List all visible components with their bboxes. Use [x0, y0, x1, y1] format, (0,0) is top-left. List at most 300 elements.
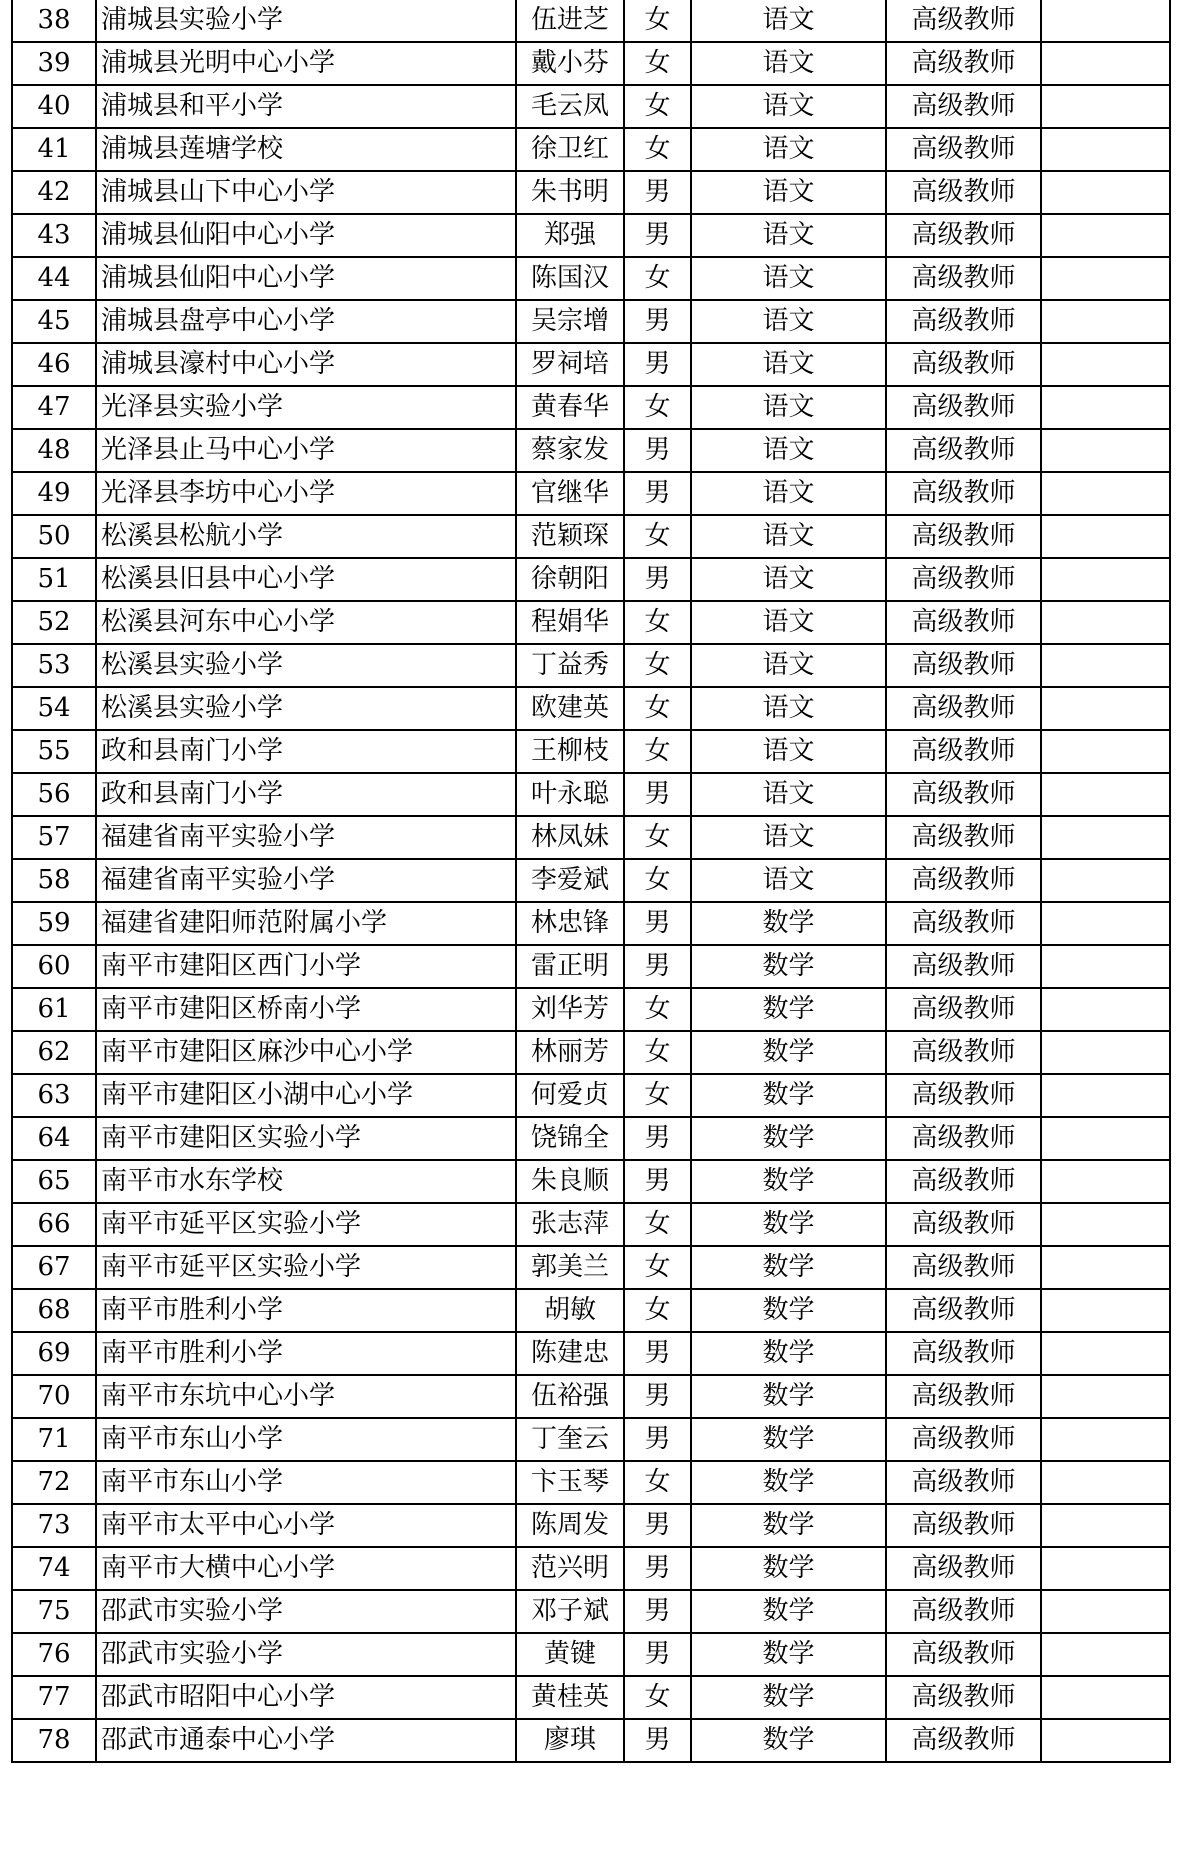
gender-cell: 男 — [624, 1633, 691, 1676]
table-row — [12, 988, 1170, 1031]
school-name-cell: 南平市胜利小学 — [96, 1332, 516, 1375]
row-number-cell: 50 — [12, 515, 96, 558]
table-row — [12, 601, 1170, 644]
row-number-cell: 62 — [12, 1031, 96, 1074]
gender-cell: 男 — [624, 1418, 691, 1461]
row-number-cell: 45 — [12, 300, 96, 343]
row-number-cell: 76 — [12, 1633, 96, 1676]
table-row — [12, 859, 1170, 902]
gender-cell: 女 — [624, 644, 691, 687]
teacher-name-cell: 卞玉琴 — [516, 1461, 624, 1504]
title-cell: 高级教师 — [886, 300, 1041, 343]
school-name-cell: 南平市建阳区实验小学 — [96, 1117, 516, 1160]
gender-cell: 男 — [624, 472, 691, 515]
row-number-cell: 56 — [12, 773, 96, 816]
teacher-name-cell: 欧建英 — [516, 687, 624, 730]
subject-cell: 语文 — [691, 85, 886, 128]
table-row — [12, 85, 1170, 128]
row-number-cell: 70 — [12, 1375, 96, 1418]
note-cell — [1041, 343, 1170, 386]
title-cell: 高级教师 — [886, 515, 1041, 558]
subject-cell: 语文 — [691, 859, 886, 902]
teacher-name-cell: 黄键 — [516, 1633, 624, 1676]
subject-cell: 数学 — [691, 1117, 886, 1160]
subject-cell: 语文 — [691, 214, 886, 257]
title-cell: 高级教师 — [886, 558, 1041, 601]
school-name-cell: 福建省南平实验小学 — [96, 859, 516, 902]
gender-cell: 女 — [624, 1461, 691, 1504]
title-cell: 高级教师 — [886, 1676, 1041, 1719]
table-row — [12, 1375, 1170, 1418]
subject-cell: 数学 — [691, 1719, 886, 1762]
table-row — [12, 0, 1170, 42]
row-number-cell: 55 — [12, 730, 96, 773]
note-cell — [1041, 1633, 1170, 1676]
note-cell — [1041, 1117, 1170, 1160]
gender-cell: 女 — [624, 1676, 691, 1719]
teacher-name-cell: 丁奎云 — [516, 1418, 624, 1461]
note-cell — [1041, 816, 1170, 859]
teacher-name-cell: 王柳枝 — [516, 730, 624, 773]
gender-cell: 男 — [624, 1504, 691, 1547]
row-number-cell: 66 — [12, 1203, 96, 1246]
school-name-cell: 邵武市实验小学 — [96, 1590, 516, 1633]
row-number-cell: 53 — [12, 644, 96, 687]
note-cell — [1041, 859, 1170, 902]
title-cell: 高级教师 — [886, 1461, 1041, 1504]
row-number-cell: 52 — [12, 601, 96, 644]
title-cell: 高级教师 — [886, 1289, 1041, 1332]
row-number-cell: 48 — [12, 429, 96, 472]
table-row — [12, 1332, 1170, 1375]
gender-cell: 男 — [624, 773, 691, 816]
subject-cell: 语文 — [691, 128, 886, 171]
table-row — [12, 1074, 1170, 1117]
subject-cell: 语文 — [691, 257, 886, 300]
gender-cell: 女 — [624, 257, 691, 300]
teacher-name-cell: 廖琪 — [516, 1719, 624, 1762]
school-name-cell: 政和县南门小学 — [96, 773, 516, 816]
subject-cell: 语文 — [691, 816, 886, 859]
teacher-name-cell: 朱书明 — [516, 171, 624, 214]
teacher-name-cell: 郑强 — [516, 214, 624, 257]
subject-cell: 语文 — [691, 386, 886, 429]
title-cell: 高级教师 — [886, 1246, 1041, 1289]
subject-cell: 数学 — [691, 1031, 886, 1074]
note-cell — [1041, 1289, 1170, 1332]
note-cell — [1041, 1246, 1170, 1289]
teacher-name-cell: 刘华芳 — [516, 988, 624, 1031]
title-cell: 高级教师 — [886, 1117, 1041, 1160]
table-row — [12, 816, 1170, 859]
row-number-cell: 41 — [12, 128, 96, 171]
title-cell: 高级教师 — [886, 1719, 1041, 1762]
school-name-cell: 松溪县松航小学 — [96, 515, 516, 558]
gender-cell: 男 — [624, 558, 691, 601]
note-cell — [1041, 1418, 1170, 1461]
title-cell: 高级教师 — [886, 945, 1041, 988]
subject-cell: 数学 — [691, 1246, 886, 1289]
note-cell — [1041, 42, 1170, 85]
gender-cell: 男 — [624, 429, 691, 472]
title-cell: 高级教师 — [886, 644, 1041, 687]
note-cell — [1041, 730, 1170, 773]
subject-cell: 语文 — [691, 343, 886, 386]
school-name-cell: 浦城县仙阳中心小学 — [96, 257, 516, 300]
row-number-cell: 74 — [12, 1547, 96, 1590]
row-number-cell: 77 — [12, 1676, 96, 1719]
table-row — [12, 1246, 1170, 1289]
note-cell — [1041, 0, 1170, 42]
table-row — [12, 300, 1170, 343]
table-row — [12, 128, 1170, 171]
subject-cell: 语文 — [691, 42, 886, 85]
subject-cell: 语文 — [691, 300, 886, 343]
gender-cell: 男 — [624, 1547, 691, 1590]
row-number-cell: 47 — [12, 386, 96, 429]
table-row — [12, 1590, 1170, 1633]
table-row — [12, 902, 1170, 945]
row-number-cell: 54 — [12, 687, 96, 730]
school-name-cell: 邵武市昭阳中心小学 — [96, 1676, 516, 1719]
school-name-cell: 邵武市实验小学 — [96, 1633, 516, 1676]
school-name-cell: 浦城县仙阳中心小学 — [96, 214, 516, 257]
teacher-name-cell: 雷正明 — [516, 945, 624, 988]
row-number-cell: 59 — [12, 902, 96, 945]
school-name-cell: 南平市东山小学 — [96, 1418, 516, 1461]
gender-cell: 男 — [624, 945, 691, 988]
table-row — [12, 1160, 1170, 1203]
table-row — [12, 773, 1170, 816]
title-cell: 高级教师 — [886, 601, 1041, 644]
row-number-cell: 43 — [12, 214, 96, 257]
gender-cell: 男 — [624, 214, 691, 257]
gender-cell: 男 — [624, 343, 691, 386]
note-cell — [1041, 1074, 1170, 1117]
title-cell: 高级教师 — [886, 816, 1041, 859]
title-cell: 高级教师 — [886, 902, 1041, 945]
school-name-cell: 南平市延平区实验小学 — [96, 1246, 516, 1289]
school-name-cell: 光泽县李坊中心小学 — [96, 472, 516, 515]
note-cell — [1041, 214, 1170, 257]
teacher-name-cell: 叶永聪 — [516, 773, 624, 816]
table-row — [12, 1289, 1170, 1332]
title-cell: 高级教师 — [886, 171, 1041, 214]
row-number-cell: 46 — [12, 343, 96, 386]
teacher-name-cell: 陈建忠 — [516, 1332, 624, 1375]
gender-cell: 男 — [624, 1719, 691, 1762]
school-name-cell: 浦城县濠村中心小学 — [96, 343, 516, 386]
row-number-cell: 72 — [12, 1461, 96, 1504]
school-name-cell: 南平市建阳区桥南小学 — [96, 988, 516, 1031]
gender-cell: 女 — [624, 1203, 691, 1246]
subject-cell: 语文 — [691, 515, 886, 558]
school-name-cell: 光泽县止马中心小学 — [96, 429, 516, 472]
school-name-cell: 南平市东山小学 — [96, 1461, 516, 1504]
subject-cell: 语文 — [691, 644, 886, 687]
teacher-name-cell: 邓子斌 — [516, 1590, 624, 1633]
school-name-cell: 福建省建阳师范附属小学 — [96, 902, 516, 945]
gender-cell: 男 — [624, 1332, 691, 1375]
row-number-cell: 63 — [12, 1074, 96, 1117]
school-name-cell: 浦城县莲塘学校 — [96, 128, 516, 171]
school-name-cell: 浦城县山下中心小学 — [96, 171, 516, 214]
table-row — [12, 386, 1170, 429]
row-number-cell: 69 — [12, 1332, 96, 1375]
note-cell — [1041, 300, 1170, 343]
school-name-cell: 浦城县实验小学 — [96, 0, 516, 42]
note-cell — [1041, 1504, 1170, 1547]
gender-cell: 女 — [624, 85, 691, 128]
table-row — [12, 1031, 1170, 1074]
subject-cell: 语文 — [691, 429, 886, 472]
subject-cell: 数学 — [691, 1160, 886, 1203]
table-row — [12, 1117, 1170, 1160]
teacher-name-cell: 范兴明 — [516, 1547, 624, 1590]
table-row — [12, 1504, 1170, 1547]
teacher-name-cell: 程娟华 — [516, 601, 624, 644]
gender-cell: 女 — [624, 601, 691, 644]
table-row — [12, 343, 1170, 386]
table-row — [12, 558, 1170, 601]
teacher-name-cell: 郭美兰 — [516, 1246, 624, 1289]
table-row — [12, 1633, 1170, 1676]
teacher-name-cell: 陈国汉 — [516, 257, 624, 300]
note-cell — [1041, 1203, 1170, 1246]
title-cell: 高级教师 — [886, 1633, 1041, 1676]
school-name-cell: 南平市大横中心小学 — [96, 1547, 516, 1590]
subject-cell: 语文 — [691, 687, 886, 730]
subject-cell: 语文 — [691, 0, 886, 42]
note-cell — [1041, 515, 1170, 558]
row-number-cell: 38 — [12, 0, 96, 42]
gender-cell: 女 — [624, 859, 691, 902]
gender-cell: 女 — [624, 1289, 691, 1332]
school-name-cell: 南平市水东学校 — [96, 1160, 516, 1203]
subject-cell: 语文 — [691, 472, 886, 515]
school-name-cell: 福建省南平实验小学 — [96, 816, 516, 859]
table-row — [12, 644, 1170, 687]
note-cell — [1041, 472, 1170, 515]
teacher-name-cell: 林忠锋 — [516, 902, 624, 945]
school-name-cell: 南平市建阳区西门小学 — [96, 945, 516, 988]
table-row — [12, 171, 1170, 214]
teacher-name-cell: 饶锦全 — [516, 1117, 624, 1160]
school-name-cell: 松溪县实验小学 — [96, 687, 516, 730]
teacher-name-cell: 蔡家发 — [516, 429, 624, 472]
teacher-name-cell: 林丽芳 — [516, 1031, 624, 1074]
row-number-cell: 40 — [12, 85, 96, 128]
note-cell — [1041, 128, 1170, 171]
subject-cell: 数学 — [691, 1504, 886, 1547]
subject-cell: 数学 — [691, 902, 886, 945]
subject-cell: 数学 — [691, 1461, 886, 1504]
note-cell — [1041, 1676, 1170, 1719]
subject-cell: 数学 — [691, 1547, 886, 1590]
table-row — [12, 1418, 1170, 1461]
subject-cell: 语文 — [691, 601, 886, 644]
title-cell: 高级教师 — [886, 773, 1041, 816]
title-cell: 高级教师 — [886, 859, 1041, 902]
subject-cell: 数学 — [691, 1289, 886, 1332]
row-number-cell: 67 — [12, 1246, 96, 1289]
school-name-cell: 浦城县盘亭中心小学 — [96, 300, 516, 343]
note-cell — [1041, 386, 1170, 429]
note-cell — [1041, 902, 1170, 945]
school-name-cell: 松溪县河东中心小学 — [96, 601, 516, 644]
gender-cell: 女 — [624, 687, 691, 730]
title-cell: 高级教师 — [886, 343, 1041, 386]
gender-cell: 男 — [624, 171, 691, 214]
subject-cell: 数学 — [691, 1676, 886, 1719]
note-cell — [1041, 988, 1170, 1031]
subject-cell: 数学 — [691, 1203, 886, 1246]
school-name-cell: 南平市东坑中心小学 — [96, 1375, 516, 1418]
title-cell: 高级教师 — [886, 988, 1041, 1031]
subject-cell: 数学 — [691, 1590, 886, 1633]
gender-cell: 女 — [624, 386, 691, 429]
teacher-name-cell: 林凤妹 — [516, 816, 624, 859]
school-name-cell: 南平市延平区实验小学 — [96, 1203, 516, 1246]
teacher-name-cell: 范颖琛 — [516, 515, 624, 558]
title-cell: 高级教师 — [886, 1590, 1041, 1633]
row-number-cell: 57 — [12, 816, 96, 859]
subject-cell: 数学 — [691, 1332, 886, 1375]
subject-cell: 数学 — [691, 945, 886, 988]
row-number-cell: 39 — [12, 42, 96, 85]
school-name-cell: 南平市胜利小学 — [96, 1289, 516, 1332]
teacher-name-cell: 伍进芝 — [516, 0, 624, 42]
teacher-name-cell: 朱良顺 — [516, 1160, 624, 1203]
gender-cell: 女 — [624, 730, 691, 773]
teacher-name-cell: 黄春华 — [516, 386, 624, 429]
table-row — [12, 1676, 1170, 1719]
table-row — [12, 515, 1170, 558]
note-cell — [1041, 85, 1170, 128]
gender-cell: 女 — [624, 0, 691, 42]
title-cell: 高级教师 — [886, 1074, 1041, 1117]
row-number-cell: 78 — [12, 1719, 96, 1762]
row-number-cell: 61 — [12, 988, 96, 1031]
title-cell: 高级教师 — [886, 472, 1041, 515]
teacher-name-cell: 吴宗增 — [516, 300, 624, 343]
row-number-cell: 68 — [12, 1289, 96, 1332]
title-cell: 高级教师 — [886, 1031, 1041, 1074]
title-cell: 高级教师 — [886, 1375, 1041, 1418]
school-name-cell: 政和县南门小学 — [96, 730, 516, 773]
row-number-cell: 58 — [12, 859, 96, 902]
teacher-name-cell: 丁益秀 — [516, 644, 624, 687]
table-body — [12, 0, 1170, 1762]
subject-cell: 数学 — [691, 988, 886, 1031]
gender-cell: 女 — [624, 816, 691, 859]
subject-cell: 语文 — [691, 558, 886, 601]
table-row — [12, 214, 1170, 257]
note-cell — [1041, 1547, 1170, 1590]
gender-cell: 男 — [624, 1117, 691, 1160]
subject-cell: 数学 — [691, 1418, 886, 1461]
note-cell — [1041, 1031, 1170, 1074]
teacher-name-cell: 胡敏 — [516, 1289, 624, 1332]
subject-cell: 语文 — [691, 773, 886, 816]
subject-cell: 数学 — [691, 1074, 886, 1117]
teacher-name-cell: 徐卫红 — [516, 128, 624, 171]
gender-cell: 女 — [624, 1246, 691, 1289]
note-cell — [1041, 644, 1170, 687]
title-cell: 高级教师 — [886, 214, 1041, 257]
teacher-name-cell: 罗祠培 — [516, 343, 624, 386]
title-cell: 高级教师 — [886, 730, 1041, 773]
school-name-cell: 光泽县实验小学 — [96, 386, 516, 429]
teacher-name-cell: 戴小芬 — [516, 42, 624, 85]
table-row — [12, 1461, 1170, 1504]
table-row — [12, 1719, 1170, 1762]
table-row — [12, 1547, 1170, 1590]
row-number-cell: 73 — [12, 1504, 96, 1547]
row-number-cell: 49 — [12, 472, 96, 515]
subject-cell: 数学 — [691, 1633, 886, 1676]
teacher-name-cell: 毛云凤 — [516, 85, 624, 128]
gender-cell: 女 — [624, 515, 691, 558]
title-cell: 高级教师 — [886, 257, 1041, 300]
table-row — [12, 42, 1170, 85]
gender-cell: 男 — [624, 902, 691, 945]
title-cell: 高级教师 — [886, 1418, 1041, 1461]
note-cell — [1041, 601, 1170, 644]
table-row — [12, 730, 1170, 773]
gender-cell: 女 — [624, 1074, 691, 1117]
note-cell — [1041, 687, 1170, 730]
title-cell: 高级教师 — [886, 386, 1041, 429]
title-cell: 高级教师 — [886, 1332, 1041, 1375]
school-name-cell: 松溪县旧县中心小学 — [96, 558, 516, 601]
subject-cell: 语文 — [691, 171, 886, 214]
note-cell — [1041, 429, 1170, 472]
note-cell — [1041, 773, 1170, 816]
school-name-cell: 邵武市通泰中心小学 — [96, 1719, 516, 1762]
gender-cell: 男 — [624, 1375, 691, 1418]
teacher-name-cell: 伍裕强 — [516, 1375, 624, 1418]
gender-cell: 女 — [624, 988, 691, 1031]
teacher-name-cell: 何爱贞 — [516, 1074, 624, 1117]
teacher-name-cell: 张志萍 — [516, 1203, 624, 1246]
table-row — [12, 429, 1170, 472]
school-name-cell: 浦城县光明中心小学 — [96, 42, 516, 85]
note-cell — [1041, 558, 1170, 601]
row-number-cell: 65 — [12, 1160, 96, 1203]
gender-cell: 女 — [624, 42, 691, 85]
teacher-name-cell: 官继华 — [516, 472, 624, 515]
subject-cell: 数学 — [691, 1375, 886, 1418]
title-cell: 高级教师 — [886, 1160, 1041, 1203]
row-number-cell: 42 — [12, 171, 96, 214]
note-cell — [1041, 1461, 1170, 1504]
row-number-cell: 71 — [12, 1418, 96, 1461]
teacher-name-cell: 陈周发 — [516, 1504, 624, 1547]
table-row — [12, 687, 1170, 730]
gender-cell: 男 — [624, 1160, 691, 1203]
gender-cell: 男 — [624, 300, 691, 343]
title-cell: 高级教师 — [886, 42, 1041, 85]
row-number-cell: 44 — [12, 257, 96, 300]
school-name-cell: 南平市太平中心小学 — [96, 1504, 516, 1547]
note-cell — [1041, 1590, 1170, 1633]
school-name-cell: 浦城县和平小学 — [96, 85, 516, 128]
title-cell: 高级教师 — [886, 0, 1041, 42]
teacher-name-cell: 黄桂英 — [516, 1676, 624, 1719]
row-number-cell: 75 — [12, 1590, 96, 1633]
school-name-cell: 南平市建阳区小湖中心小学 — [96, 1074, 516, 1117]
